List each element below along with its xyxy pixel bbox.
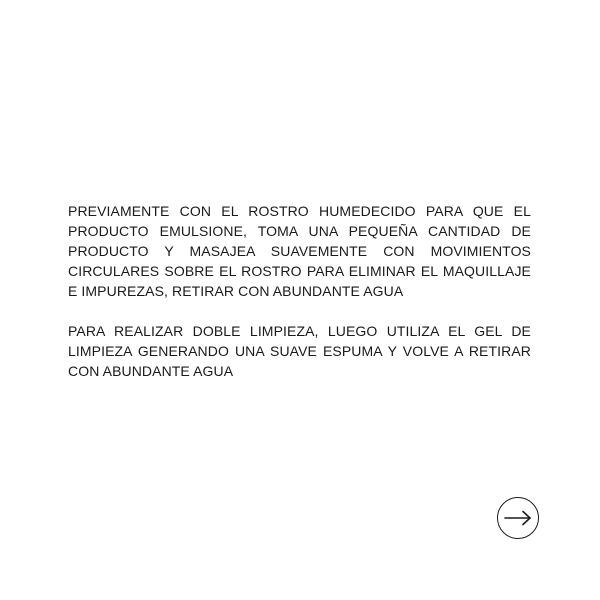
instructions-content xyxy=(68,201,531,381)
arrow-right-icon xyxy=(503,510,533,526)
instruction-paragraph-2: PARA REALIZAR DOBLE LIMPIEZA, LUEGO UTILIZA EL GEL DE LIMPIEZA GENERANDO UNA SUAVE ESPUMA Y VOLVE A RETIRAR CON ABUNDANTE AGUA xyxy=(68,323,531,379)
instruction-paragraph-1: PREVIAMENTE CON EL ROSTRO HUMEDECIDO PARA QUE EL PRODUCTO EMULSIONE, TOMA UNA PEQUEÑA CANTIDAD DE PRODUCTO Y MASAJEA SUAVEMENTE CON MOVIMIENTOS CIRCULARES SOBRE EL ROSTRO PARA ELIMINAR EL MAQUILLAJE E IMPUREZAS, RETIRAR CON ABUNDANTE AGUA xyxy=(68,203,531,299)
next-button[interactable] xyxy=(497,497,539,539)
